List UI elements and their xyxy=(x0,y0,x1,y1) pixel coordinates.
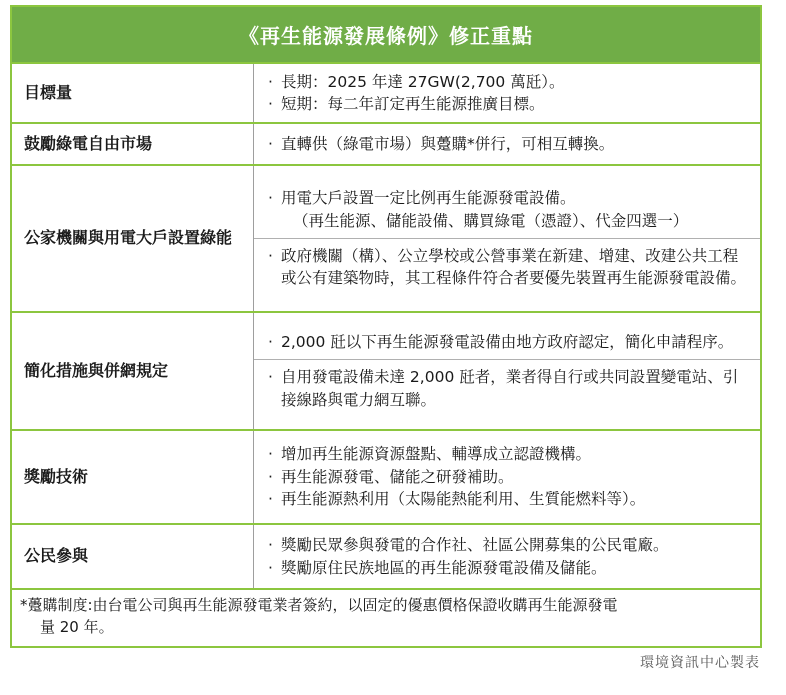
row-content xyxy=(254,63,761,123)
content-block xyxy=(254,359,760,417)
bullet-item: · 獎勵民眾參與發電的合作社、社區公開募集的公民電廠。 xyxy=(268,534,752,556)
content-block xyxy=(254,238,760,296)
bullet-icon: · xyxy=(268,332,273,351)
content-block xyxy=(254,127,760,161)
bullet-item: · 直轉供（綠電市場）與躉購*併行，可相互轉換。 xyxy=(268,133,752,155)
bullet-icon: · xyxy=(268,445,273,464)
summary-table-frame xyxy=(10,5,762,648)
bullet-item: · 政府機關（構）、公立學校或公營事業在新建、增建、改建公共工程或公有建築物時，其工程條件符合者要優先裝置再生能源發電設備。 xyxy=(268,247,747,288)
bullet-item: · 再生能源發電、儲能之研發補助。 xyxy=(268,466,752,488)
table-title: 《再生能源發展條例》修正重點 xyxy=(12,7,760,62)
table-row xyxy=(12,123,760,165)
bullet-icon: · xyxy=(268,72,273,91)
content-block xyxy=(254,528,760,585)
source-credit: 環境資訊中心製表 xyxy=(640,655,760,671)
content-block xyxy=(254,181,760,238)
bullet-item: · 長期：2025 年達 27GW(2,700 萬瓩）。 xyxy=(268,71,752,93)
row-content xyxy=(254,165,761,312)
bullet-icon: · xyxy=(268,134,273,153)
bullet-item: · 自用發電設備未達 2,000 瓩者，業者得自行或共同設置變電站、引接線路與電力網互聯。 xyxy=(268,368,739,409)
row-category: 公民參與 xyxy=(12,524,254,588)
table-row xyxy=(12,524,760,588)
bullet-icon: · xyxy=(268,189,273,208)
table-row xyxy=(12,165,760,312)
row-category: 簡化措施與併網規定 xyxy=(12,312,254,430)
bullet-icon: · xyxy=(268,558,273,577)
bullet-icon: · xyxy=(268,95,273,113)
bullet-icon: · xyxy=(268,368,273,387)
row-category: 鼓勵綠電自由市場 xyxy=(12,123,254,165)
sub-item: （再生能源、儲能設備、購買綠電（憑證）、代金四選一） xyxy=(293,211,689,230)
bullet-item: · 短期：每二年訂定再生能源推廣目標。 xyxy=(268,93,752,115)
summary-table xyxy=(12,62,760,588)
table-row xyxy=(12,63,760,123)
bullet-item: · 獎勵原住民族地區的再生能源發電設備及儲能。 xyxy=(268,557,752,579)
content-block xyxy=(254,325,760,359)
footnote xyxy=(12,588,760,643)
footnote-line: 量 20 年。 xyxy=(40,617,114,636)
bullet-icon: · xyxy=(268,490,273,509)
footnote-line: *躉購制度:由台電公司與再生能源發電業者簽約，以固定的優惠價格保證收購再生能源發電 xyxy=(20,596,618,614)
bullet-item: · 2,000 瓩以下再生能源發電設備由地方政府認定，簡化申請程序。 xyxy=(268,331,752,353)
row-content xyxy=(254,430,761,524)
content-block xyxy=(254,65,760,122)
row-content xyxy=(254,123,761,165)
content-block xyxy=(254,437,760,516)
table-row xyxy=(12,430,760,524)
bullet-icon: · xyxy=(268,536,273,555)
row-content xyxy=(254,524,761,588)
row-category: 目標量 xyxy=(12,63,254,123)
bullet-item: · 用電大戶設置一定比例再生能源發電設備。 xyxy=(268,187,752,209)
table-row xyxy=(12,312,760,430)
row-category: 獎勵技術 xyxy=(12,430,254,524)
row-content xyxy=(254,312,761,430)
row-category: 公家機關與用電大戶設置綠能 xyxy=(12,165,254,312)
bullet-icon: · xyxy=(268,247,273,265)
bullet-icon: · xyxy=(268,467,273,486)
bullet-item: · 增加再生能源資源盤點、輔導成立認證機構。 xyxy=(268,443,752,465)
bullet-item: · 再生能源熱利用（太陽能熱能利用、生質能燃料等）。 xyxy=(268,488,752,510)
